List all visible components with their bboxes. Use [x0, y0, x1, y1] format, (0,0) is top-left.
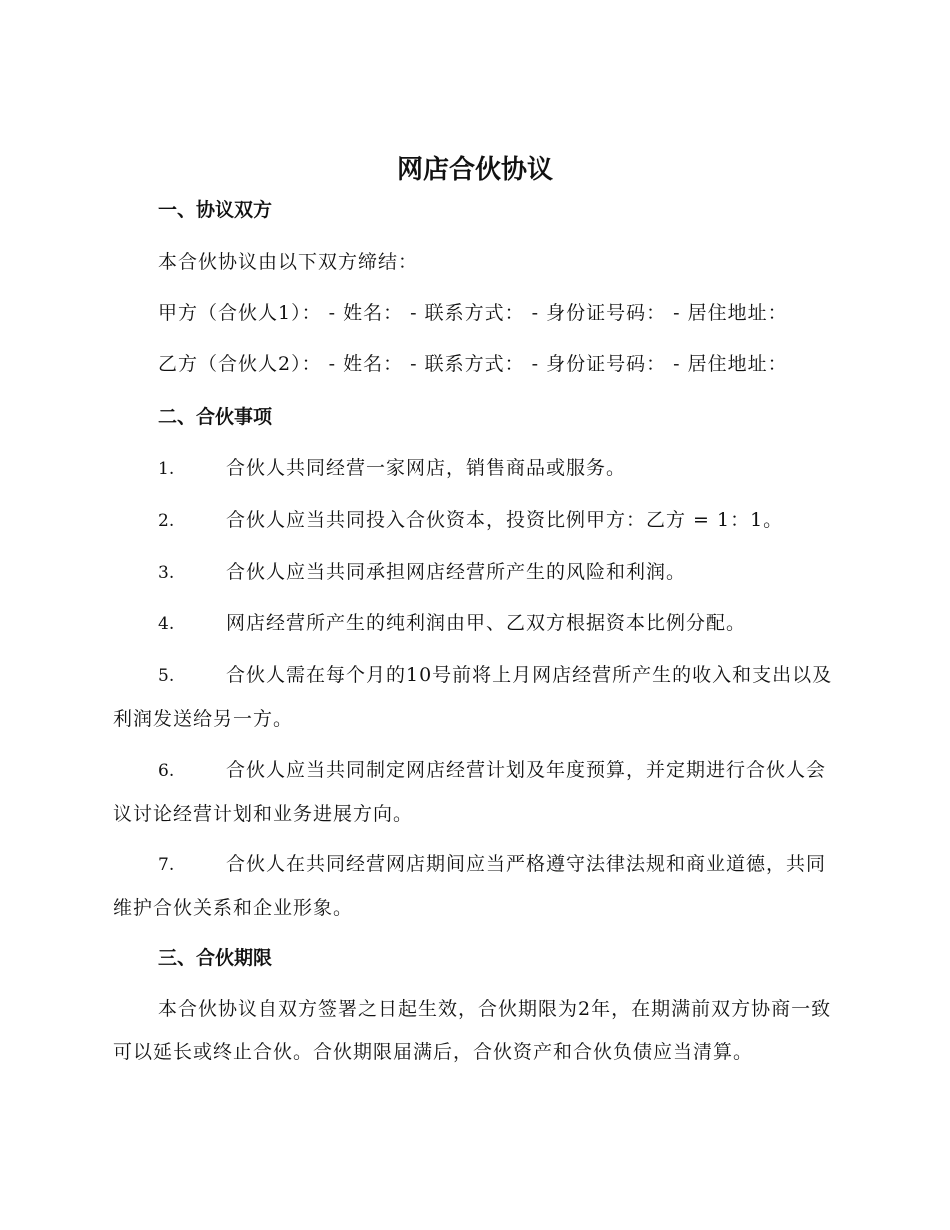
list-item-number: 3.	[158, 563, 175, 583]
list-item	[113, 499, 833, 543]
party-b-line: 乙方（合伙人2）： - 姓名： - 联系方式： - 身份证号码： - 居住地址：	[158, 353, 788, 375]
list-item-text: 合伙人应当共同投入合伙资本，投资比例甲方：乙方 = 1：1。	[226, 509, 784, 531]
section-heading-term: 三、合伙期限	[158, 947, 273, 969]
list-item-number: 6.	[158, 761, 175, 781]
list-item	[113, 654, 833, 741]
section-heading-matters: 二、合伙事项	[158, 406, 273, 428]
list-item-number: 4.	[158, 614, 175, 634]
document-title: 网店合伙协议	[396, 155, 553, 185]
list-item	[113, 602, 833, 646]
list-item-number: 7.	[158, 855, 175, 875]
term-paragraph: 本合伙协议自双方签署之日起生效，合伙期限为2年，在期满前双方协商一致可以延长或终止合伙。合伙期限届满后，合伙资产和合伙负债应当清算。	[113, 998, 832, 1063]
list-item	[113, 843, 833, 930]
list-item-text: 合伙人在共同经营网店期间应当严格遵守法律法规和商业道德，共同维护合伙关系和企业形象。	[113, 853, 827, 919]
party-a-line: 甲方（合伙人1）： - 姓名： - 联系方式： - 身份证号码： - 居住地址：	[158, 302, 788, 324]
section-heading-parties: 一、协议双方	[158, 199, 273, 221]
list-item-text: 合伙人共同经营一家网店，销售商品或服务。	[226, 457, 627, 479]
list-item	[113, 749, 833, 836]
parties-intro: 本合伙协议由以下双方缔结：	[158, 251, 419, 273]
list-item-text: 网店经营所产生的纯利润由甲、乙双方根据资本比例分配。	[226, 612, 747, 634]
list-item-text: 合伙人需在每个月的10号前将上月网店经营所产生的收入和支出以及利润发送给另一方。	[113, 664, 833, 730]
list-item-text: 合伙人应当共同承担网店经营所产生的风险和利润。	[226, 561, 687, 583]
list-item-number: 1.	[158, 459, 175, 479]
list-item-text: 合伙人应当共同制定网店经营计划及年度预算，并定期进行合伙人会议讨论经营计划和业务进展方向。	[113, 759, 827, 825]
list-item-number: 5.	[158, 666, 175, 686]
list-item-number: 2.	[158, 511, 175, 531]
list-item	[113, 447, 833, 491]
list-item	[113, 551, 833, 595]
